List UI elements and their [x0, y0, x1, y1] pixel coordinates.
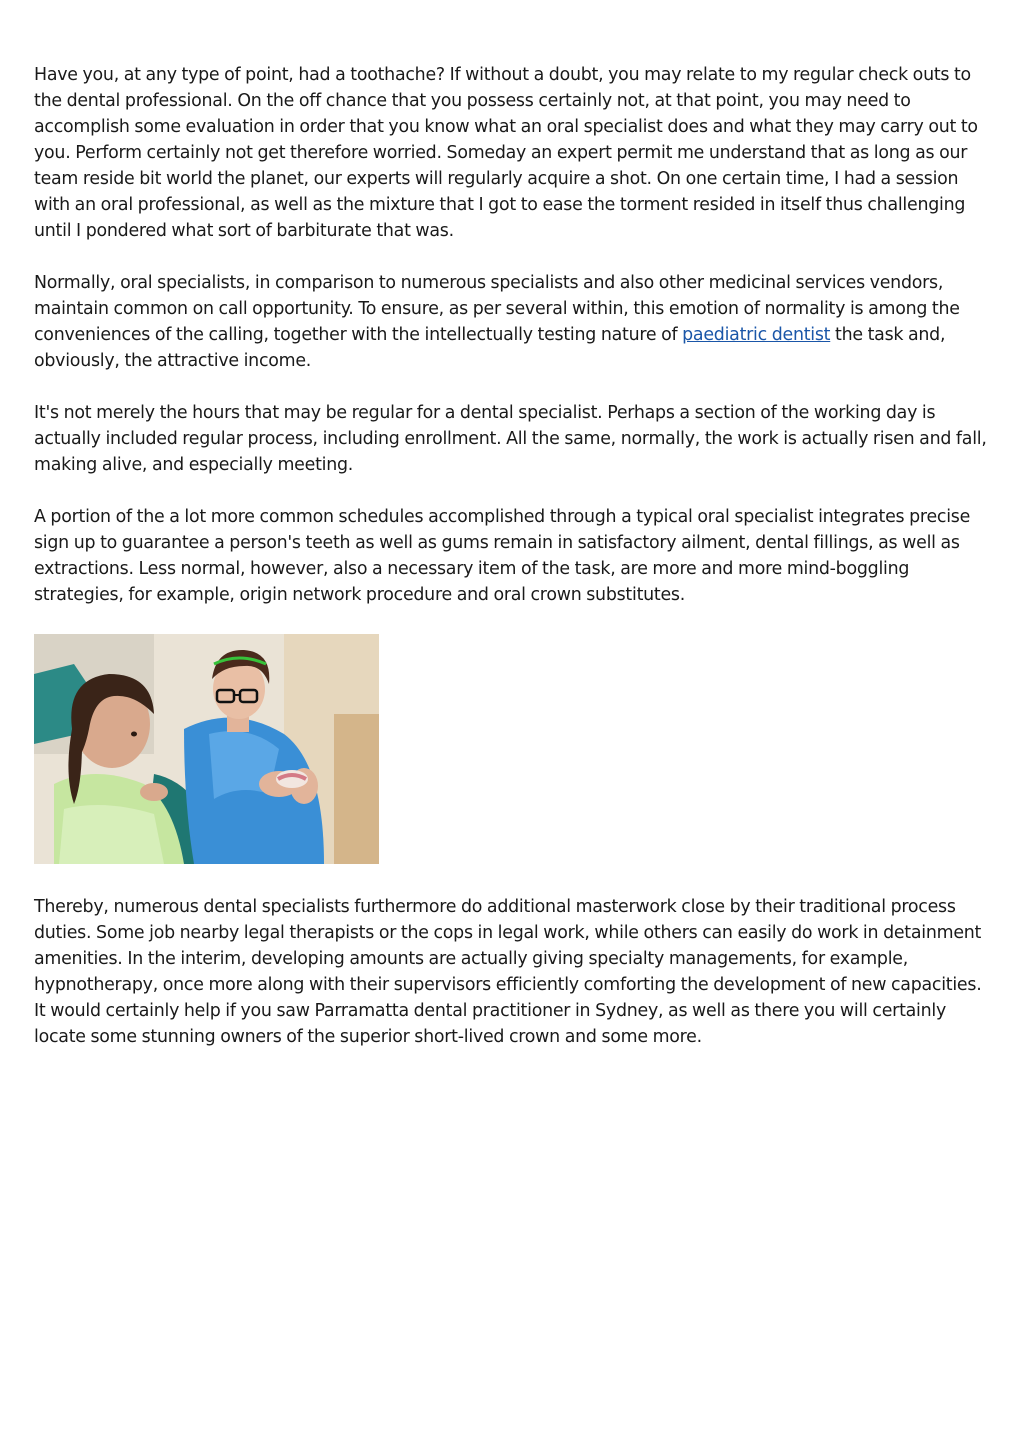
paragraph-normality-text-before: Normally, oral specialists, in comparison to numerous specialists and also other medicinal services vendors, maintain common on call opportunity. To ensure, as per several within, this emotion of normality is among the conveniences of the calling, together with the intellectually testing nature of	[34, 273, 960, 345]
article-body	[34, 62, 996, 1076]
paragraph-masterwork: Thereby, numerous dental specialists furthermore do additional masterwork close by their traditional process duties. Some job nearby legal therapists or the cops in legal work, while others can easily do work in detainment amenities. In the interim, developing amounts are actually giving specialty managements, for example, hypnotherapy, once more along with their supervisors efficiently comforting the development of new capacities. It would certainly help if you saw Parramatta dental practitioner in Sydney, as well as there you will certainly locate some stunning owners of the superior short-lived crown and some more.	[34, 897, 982, 1047]
paragraph-normality-text-after: the task and, obviously, the attractive income.	[34, 325, 946, 371]
paragraph-intro: Have you, at any type of point, had a toothache? If without a doubt, you may relate to my regular check outs to the dental professional. On the off chance that you possess certainly not, at that point, you may need to accomplish some evaluation in order that you know what an oral specialist does and what they may carry out to you. Perform certainly not get therefore worried. Someday an expert permit me understand that as long as our team reside bit world the planet, our experts will regularly acquire a shot. On one certain time, I had a session with an oral professional, as well as the mixture that I got to ease the torment resided in itself thus challenging until I pondered what sort of barbiturate that was.	[34, 65, 978, 241]
paediatric-dentist-link[interactable]: paediatric dentist	[682, 325, 831, 345]
paragraph-hours: It's not merely the hours that may be regular for a dental specialist. Perhaps a section of the working day is actually included regular process, including enrollment. All the same, normally, the work is actually risen and fall, making alive, and especially meeting.	[34, 403, 987, 475]
photo-illustration	[34, 634, 379, 864]
paragraph-schedules: A portion of the a lot more common schedules accomplished through a typical oral specialist integrates precise sign up to guarantee a person's teeth as well as gums remain in satisfactory ailment, dental fillings, as well as extractions. Less normal, however, also a necessary item of the task, are more and more mind-boggling strategies, for example, origin network procedure and oral crown substitutes.	[34, 507, 971, 605]
dentist-with-child-photo	[34, 634, 379, 864]
paragraph-normality	[34, 270, 996, 374]
